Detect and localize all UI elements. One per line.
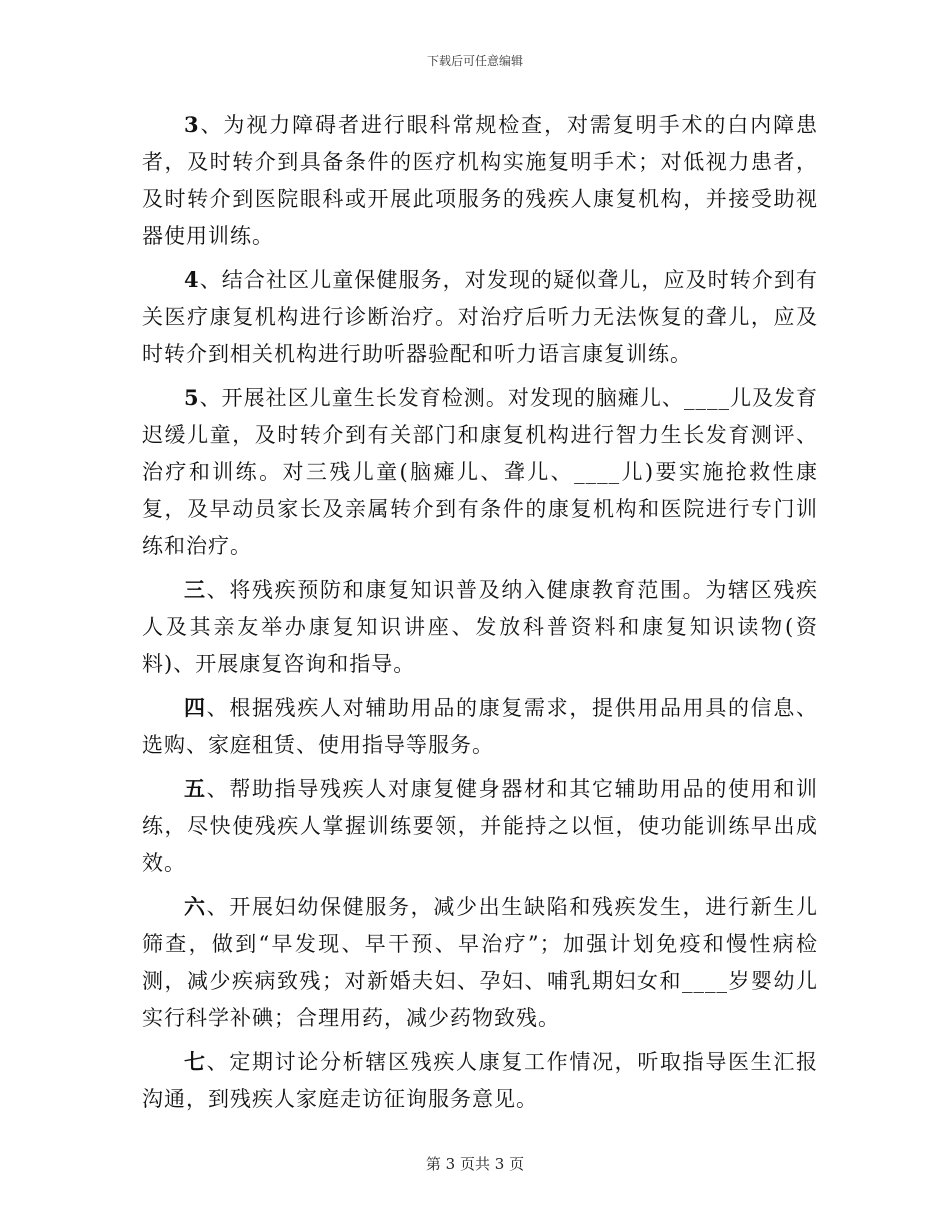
- section-number: 六: [184, 894, 207, 919]
- page-number-footer: 第 3 页共 3 页: [425, 1155, 525, 1173]
- section-number: 五: [184, 776, 207, 801]
- section-number: 四: [184, 695, 207, 720]
- paragraph-text: 、开展妇幼保健服务，减少出生缺陷和残疾发生，进行新生儿筛查，做到“早发现、早干预、早治疗”；加强计划免疫和慢性病检测，减少疾病致残；对新婚夫妇、孕妇、哺乳期妇女和____岁婴幼儿实行科学补碘；合理用药，减少药物致残。: [142, 895, 819, 1030]
- page-header: 下载后可任意编辑: [426, 54, 523, 68]
- paragraph-text: 、结合社区儿童保健服务，对发现的疑似聋儿，应及时转介到有关医疗康复机构进行诊断治疗。对治疗后听力无法恢复的聋儿，应及时转介到相关机构进行助听器验配和听力语言康复训练。: [142, 268, 818, 366]
- paragraph-number: 4: [184, 267, 200, 292]
- paragraph-item-5: [142, 379, 818, 565]
- paragraph-text: 、为视力障碍者进行眼科常规检查，对需复明手术的白内障患者，及时转介到具备条件的医疗机构实施复明手术；对低视力患者，及时转介到医院眼科或开展此项服务的残疾人康复机构，并接受助视器使用训练。: [142, 113, 818, 248]
- paragraph-section-4: [142, 689, 818, 764]
- paragraph-number: 3: [184, 112, 200, 137]
- paragraph-item-4: [142, 261, 818, 373]
- paragraph-text: 、根据残疾人对辅助用品的康复需求，提供用品用具的信息、选购、家庭租赁、使用指导等服务。: [142, 696, 819, 757]
- paragraph-text: 、帮助指导残疾人对康复健身器材和其它辅助用品的使用和训练，尽快使残疾人掌握训练要领，并能持之以恒，使功能训练早出成效。: [142, 777, 819, 875]
- paragraph-number: 5: [184, 385, 200, 410]
- paragraph-section-7: [142, 1043, 818, 1118]
- document-body: [142, 106, 818, 1124]
- paragraph-item-3: [142, 106, 818, 255]
- paragraph-text: 、定期讨论分析辖区残疾人康复工作情况，听取指导医生汇报沟通，到残疾人家庭走访征询服务意见。: [142, 1050, 819, 1111]
- paragraph-section-5: [142, 770, 818, 882]
- paragraph-text: 、开展社区儿童生长发育检测。对发现的脑瘫儿、____儿及发育迟缓儿童，及时转介到有关部门和康复机构进行智力生长发育测评、治疗和训练。对三残儿童(脑瘫儿、聋儿、____儿)要实施抢救性康复，及早动员家长及亲属转介到有条件的康复机构和医院进行专门训练和治疗。: [142, 386, 818, 558]
- paragraph-section-3: [142, 571, 818, 683]
- section-number: 三: [184, 577, 207, 602]
- paragraph-text: 、将残疾预防和康复知识普及纳入健康教育范围。为辖区残疾人及其亲友举办康复知识讲座、发放科普资料和康复知识读物(资料)、开展康复咨询和指导。: [142, 578, 819, 676]
- paragraph-section-6: [142, 888, 818, 1037]
- section-number: 七: [184, 1049, 207, 1074]
